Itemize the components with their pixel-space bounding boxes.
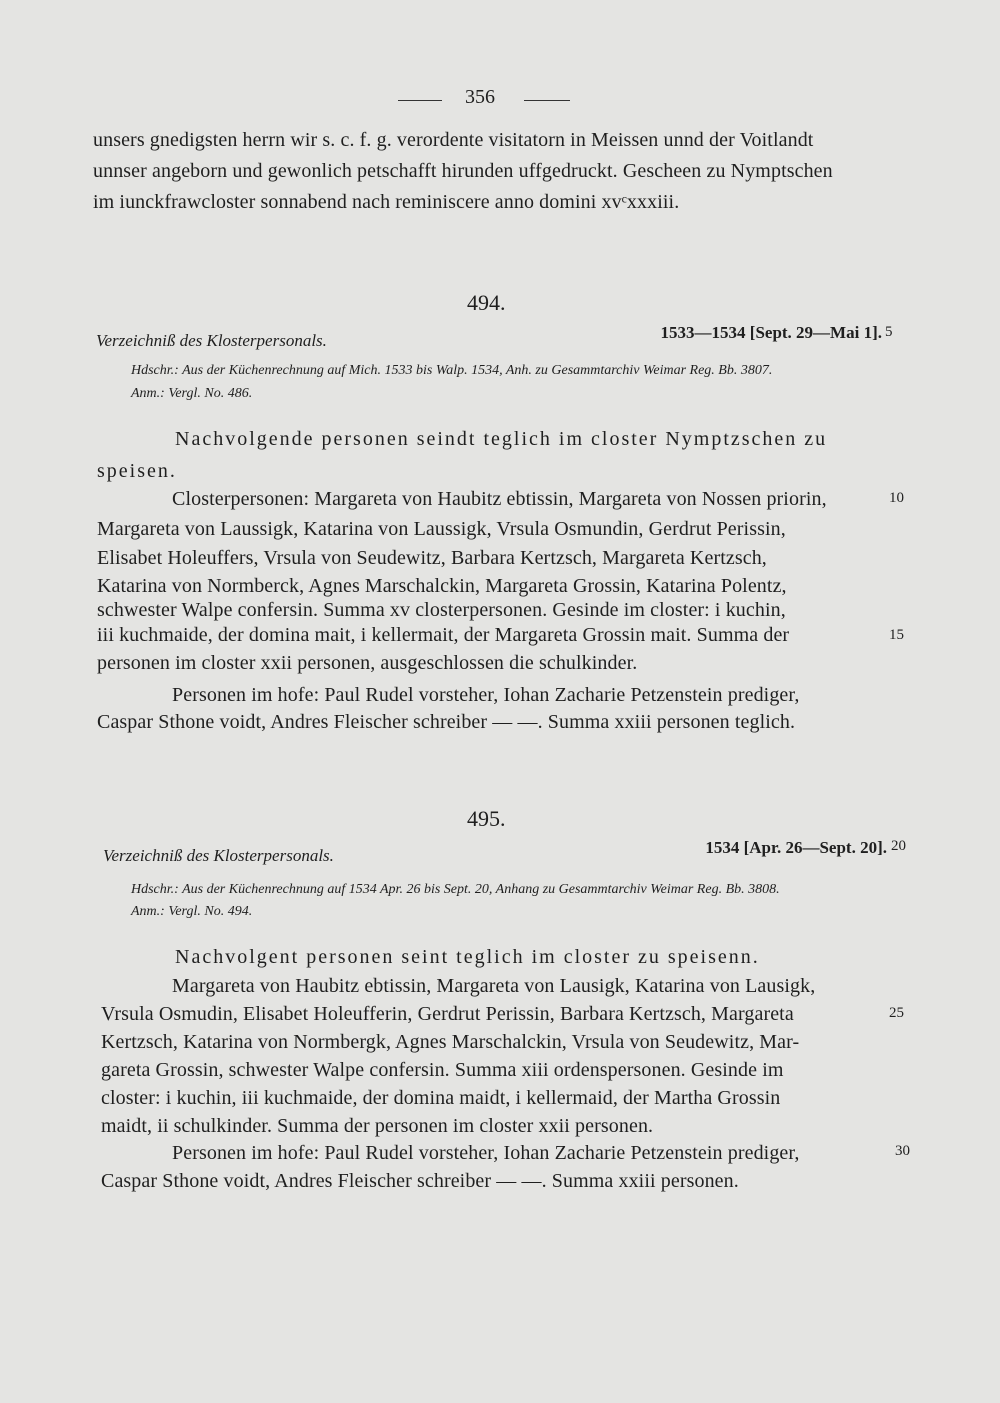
doc-495-title: Verzeichniß des Klosterpersonals. bbox=[103, 846, 334, 865]
line-number: 5 bbox=[885, 324, 893, 340]
doc-495-line: maidt, ii schulkinder. Summa der personen im closter xxii personen. bbox=[101, 1115, 654, 1137]
doc-494-line: Closterpersonen: Margareta von Haubitz ebtissin, Margareta von Nossen priorin, bbox=[172, 488, 827, 510]
doc-495-line: Kertzsch, Katarina von Normbergk, Agnes Marschalckin, Vrsula von Seudewitz, Mar- bbox=[101, 1031, 800, 1053]
line-number: 15 bbox=[889, 627, 904, 643]
doc-494-line: Nachvolgende personen seindt teglich im closter Nymptzschen zu bbox=[175, 428, 828, 450]
doc-494-line: speisen. bbox=[97, 460, 177, 482]
doc-495-source: Hdschr.: Aus der Küchenrechnung auf 1534 Apr. 26 bis Sept. 20, Anhang zu Gesammtarchiv Weimar Reg. Bb. 3808. bbox=[131, 882, 780, 897]
continuation-line: unnser angeborn und gewonlich petschafft hirunden uffgedruckt. Gescheen zu Nymptschen bbox=[93, 160, 833, 182]
doc-494-line: schwester Walpe confersin. Summa xv closterpersonen. Gesinde im closter: i kuchin, bbox=[97, 599, 786, 621]
doc-495-line: Vrsula Osmudin, Elisabet Holeufferin, Gerdrut Perissin, Barbara Kertzsch, Margareta bbox=[101, 1003, 794, 1025]
doc-495-line: gareta Grossin, schwester Walpe confersin. Summa xiii ordenspersonen. Gesinde im bbox=[101, 1059, 784, 1081]
doc-495-number: 495. bbox=[467, 806, 506, 831]
doc-494-annotation: Anm.: Vergl. No. 486. bbox=[131, 386, 253, 401]
doc-494-line: Katarina von Normberck, Agnes Marschalckin, Margareta Grossin, Katarina Polentz, bbox=[97, 575, 787, 597]
doc-495-line: closter: i kuchin, iii kuchmaide, der domina maidt, i kellermaid, der Martha Grossin bbox=[101, 1087, 781, 1109]
line-number: 10 bbox=[889, 490, 904, 506]
doc-494-title: Verzeichniß des Klosterpersonals. bbox=[96, 331, 327, 350]
doc-495-line: Personen im hofe: Paul Rudel vorsteher, Iohan Zacharie Petzenstein prediger, bbox=[172, 1142, 800, 1164]
doc-494-line: iii kuchmaide, der domina mait, i kellermait, der Margareta Grossin mait. Summa der bbox=[97, 624, 790, 646]
doc-495-line: Margareta von Haubitz ebtissin, Margareta von Lausigk, Katarina von Lausigk, bbox=[172, 975, 816, 997]
line-number: 25 bbox=[889, 1005, 904, 1021]
doc-495-line: Caspar Sthone voidt, Andres Fleischer schreiber — —. Summa xxiii personen. bbox=[101, 1170, 739, 1192]
doc-494-line: Margareta von Laussigk, Katarina von Laussigk, Vrsula Osmundin, Gerdrut Perissin, bbox=[97, 518, 786, 540]
doc-495-date: 1534 [Apr. 26—Sept. 20]. bbox=[705, 838, 887, 857]
doc-494-line: personen im closter xxii personen, ausgeschlossen die schulkinder. bbox=[97, 652, 638, 674]
line-number: 20 bbox=[891, 838, 906, 854]
doc-494-date: 1533—1534 [Sept. 29—Mai 1]. bbox=[660, 323, 882, 342]
header-rule-right bbox=[524, 100, 570, 101]
header-rule-left bbox=[398, 100, 442, 101]
continuation-line: unsers gnedigsten herrn wir s. c. f. g. verordente visitatorn in Meissen unnd der Voitlandt bbox=[93, 129, 814, 151]
doc-494-line: Personen im hofe: Paul Rudel vorsteher, Iohan Zacharie Petzenstein prediger, bbox=[172, 684, 800, 706]
doc-495-annotation: Anm.: Vergl. No. 494. bbox=[131, 904, 253, 919]
continuation-line: im iunckfrawcloster sonnabend nach reminiscere anno domini xvᶜxxxiii. bbox=[93, 191, 680, 213]
doc-494-source: Hdschr.: Aus der Küchenrechnung auf Mich. 1533 bis Walp. 1534, Anh. zu Gesammtarchiv Weimar Reg. Bb. 3807. bbox=[131, 363, 773, 378]
doc-494-line: Caspar Sthone voidt, Andres Fleischer schreiber — —. Summa xxiii personen teglich. bbox=[97, 711, 796, 733]
doc-494-number: 494. bbox=[467, 290, 506, 315]
page-number: 356 bbox=[465, 86, 495, 108]
doc-495-line: Nachvolgent personen seint teglich im closter zu speisenn. bbox=[175, 946, 760, 968]
doc-494-line: Elisabet Holeuffers, Vrsula von Seudewitz, Barbara Kertzsch, Margareta Kertzsch, bbox=[97, 547, 767, 569]
line-number: 30 bbox=[895, 1143, 910, 1159]
